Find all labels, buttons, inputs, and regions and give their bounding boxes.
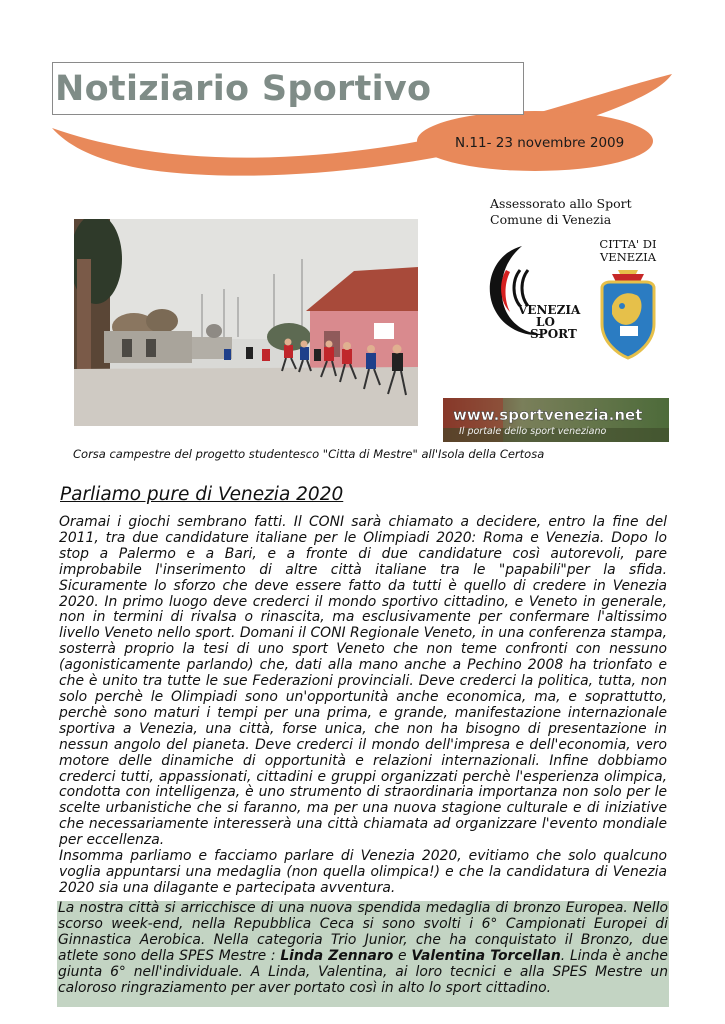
sportvenezia-banner[interactable]: [443, 398, 669, 442]
athlete-name-linda: Linda Zennaro: [280, 947, 394, 964]
page-title: Notiziario Sportivo: [55, 69, 432, 109]
issue-date: N.11- 23 novembre 2009: [455, 135, 625, 151]
venezia-lo-sport-logo: [484, 240, 594, 350]
assessorato-line: Assessorato allo Sport: [490, 196, 632, 211]
news-box: [58, 901, 668, 996]
banner-url: www.sportvenezia.net: [453, 406, 643, 424]
news-text-b: e: [393, 947, 412, 964]
city-logo-label: [596, 238, 660, 263]
banner-subtitle: Il portale dello sport veneziano: [459, 426, 607, 437]
logo-word-venezia: VENEZIA: [518, 303, 581, 317]
city-label-line2: VENEZIA: [600, 249, 656, 264]
logo-word-sport: SPORT: [530, 327, 577, 341]
race-photo: [74, 219, 418, 426]
city-label-line1: CITTA' DI: [599, 237, 657, 251]
venezia-crest-icon: [598, 266, 658, 360]
article-paragraph: Oramai i giochi sembrano fatti. Il CONI sarà chiamato a decidere, entro la fine del 2011, tra due candidature italiane per le Olimpiadi 2020: Roma e Venezia. Dopo lo stop a Palermo e a Bari, e a fronte di due candidature così autorevoli, pare improbabile l'inserimento di altre città italiane tra le "papabili"per la sfida. Sicuramente lo sforzo che deve essere fatto da tutti è quello di credere in Venezia 2020. In primo luogo deve crederci il mondo sportivo cittadino, e Veneto in generale, non in termini di rivalsa o rinascita, ma esclusivamente per confermare l'altissimo livello Veneto nello sport. Domani il CONI Regionale Veneto, in una conferenza stampa, sosterrà proprio la tesi di uno sport Veneto che non teme confronti con nessuno (agonisticamente parlando) che, dati alla mano anche a Pechino 2008 ha trionfato e che è unito tra tutte le sue Federazioni provinciali. Deve crederci la politica, tutta, non solo perchè le Olimpiadi sono un'opportunità anche economica, ma, e soprattutto, perchè sono maturi i tempi per una prima, e grande, manifestazione internazionale sportiva a Venezia, una città, forse unica, che non ha bisogno di presentazione in nessun angolo del pianeta. Deve crederci il mondo dell'impresa e dell'economia, vero motore delle dinamiche di opportunità e relazioni internazionali. Infine dobbiamo crederci tutti, appassionati, cittadini e gruppi organizzati perchè l'esperienza olimpica, condotta con intelligenza, è uno strumento di straordinaria importanza non solo per le scelte urbanistiche che si faranno, ma per una nuova stagione culturale e di iniziative che necessariamente interesserà una città chiamata ad organizzare l'evento mondiale per eccellenza.: [59, 514, 667, 849]
article-body: [59, 515, 667, 897]
photo-caption: Corsa campestre del progetto studentesco "Citta di Mestre" all'Isola della Certosa: [73, 447, 545, 461]
logo-word-lo: LO: [536, 315, 555, 329]
comune-line: Comune di Venezia: [490, 212, 612, 227]
article-paragraph: Insomma parliamo e facciamo parlare di Venezia 2020, evitiamo che solo qualcuno voglia appuntarsi una medaglia (non quella olimpica!) e che la candidatura di Venezia 2020 sia una dilagante e partecipata avventura.: [59, 848, 667, 896]
article-heading: Parliamo pure di Venezia 2020: [60, 484, 344, 505]
news-text-a: La nostra città si arricchisce di una nuova spendida medaglia di bronzo Europea. Nello scorso week-end, nella Repubblica Ceca si sono svolti i 6° Campionati Europei di Ginnastica Aerobica. Nella categoria Trio Junior, che ha conquistato il Bronzo, due atlete sono della SPES Mestre :: [58, 900, 668, 964]
athlete-name-valentina: Valentina Torcellan: [411, 947, 561, 964]
news-text-c: . Linda è anche giunta 6° nell'individuale. A Linda, Valentina, ai loro tecnici e alla SPES Mestre un caloroso ringraziamento per aver portato così in alto lo sport cittadino.: [58, 947, 668, 996]
